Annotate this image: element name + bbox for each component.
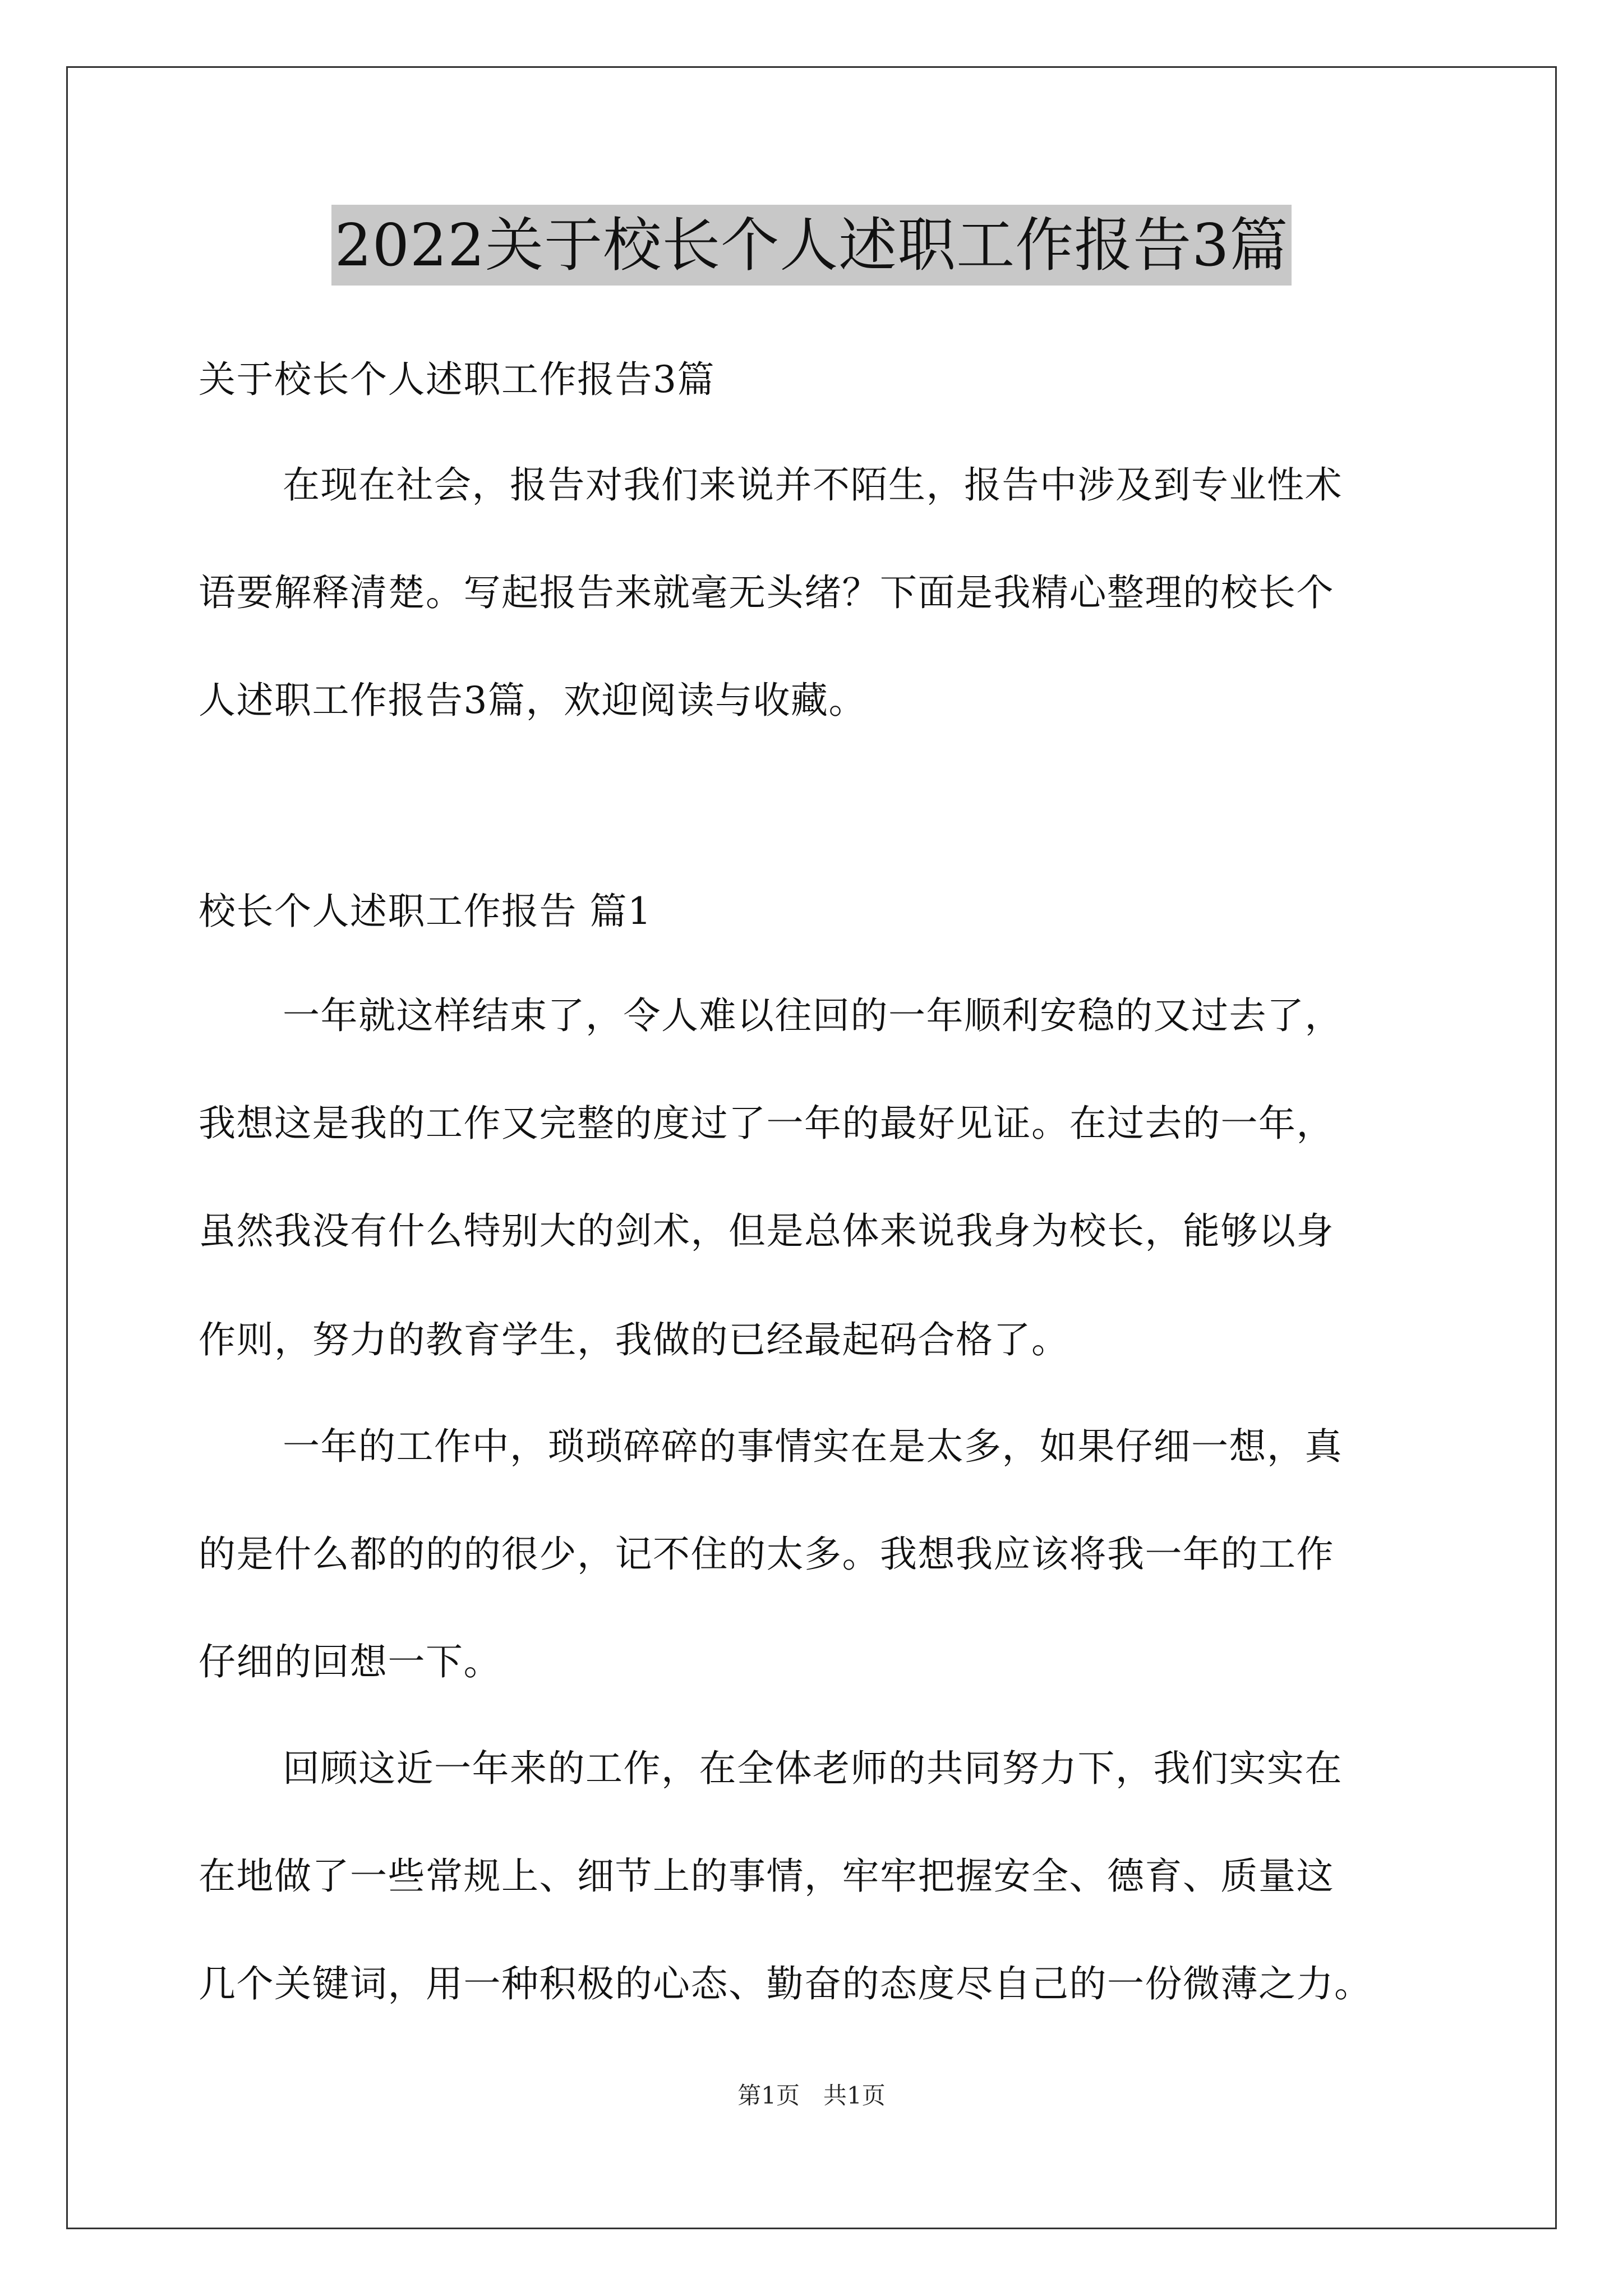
document-title: 2022关于校长个人述职工作报告3篇 [331, 205, 1292, 286]
paragraph-line: 虽然我没有什么特别大的剑术，但是总体来说我身为校长，能够以身 [199, 1209, 1334, 1253]
paragraph-line: 我想这是我的工作又完整的度过了一年的最好见证。在过去的一年， [199, 1102, 1334, 1145]
paragraph-line: 在现在社会，报告对我们来说并不陌生，报告中涉及到专业性术 [283, 463, 1343, 507]
paragraph-line: 作则，努力的教育学生，我做的已经最起码合格了。 [199, 1318, 1069, 1361]
paragraph-line: 人述职工作报告3篇，欢迎阅读与收藏。 [199, 679, 866, 722]
paragraph-line: 的是什么都的的的很少，记不住的太多。我想我应该将我一年的工作 [199, 1533, 1334, 1576]
paragraph-line: 一年就这样结束了，令人难以往回的一年顺利安稳的又过去了， [283, 994, 1343, 1037]
paragraph-line: 一年的工作中，琐琐碎碎的事情实在是太多，如果仔细一想，真 [283, 1425, 1343, 1468]
paragraph-line: 仔细的回想一下。 [199, 1640, 501, 1683]
page-footer: 第1页 共1页 [737, 2082, 886, 2109]
paragraph-line: 语要解释清楚。写起报告来就毫无头绪？下面是我精心整理的校长个 [199, 571, 1334, 614]
paragraph-line: 在地做了一些常规上、细节上的事情，牢牢把握安全、德育、质量这 [199, 1855, 1334, 1898]
paragraph-line: 回顾这近一年来的工作，在全体老师的共同努力下，我们实实在 [283, 1747, 1343, 1790]
title-container [0, 205, 1623, 286]
subtitle-line: 关于校长个人述职工作报告3篇 [199, 358, 715, 401]
paragraph-line: 几个关键词，用一种积极的心态、勤奋的态度尽自己的一份微薄之力。 [199, 1962, 1372, 2005]
section-heading: 校长个人述职工作报告 篇1 [199, 890, 652, 933]
